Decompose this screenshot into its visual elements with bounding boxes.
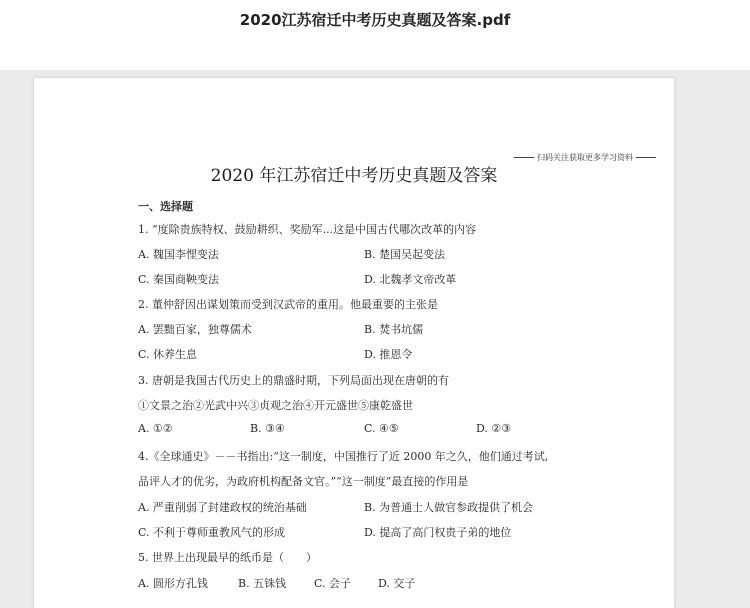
q3-option-d: D. ②③: [476, 422, 512, 435]
q3-option-c: C. ④⑤: [364, 422, 399, 435]
q5-option-d: D. 交子: [378, 577, 416, 590]
q2-option-d: D. 推恩令: [364, 348, 413, 361]
q2-option-b: B. 焚书坑儒: [364, 323, 424, 336]
q4-option-b: B. 为普通士人做官参政提供了机会: [364, 501, 534, 514]
question-3-stem: 3. 唐朝是我国古代历史上的鼎盛时期，下列局面出现在唐朝的有: [138, 374, 449, 387]
q1-option-a: A. 魏国李悝变法: [138, 248, 219, 261]
q4-option-a: A. 严重削弱了封建政权的统治基础: [138, 501, 307, 514]
q5-option-c: C. 会子: [314, 577, 352, 590]
file-title: 2020江苏宿迁中考历史真题及答案.pdf: [239, 11, 511, 29]
dash-icon: [636, 157, 656, 158]
q5-option-b: B. 五铢钱: [238, 577, 287, 590]
q3-option-a: A. ①②: [138, 422, 173, 435]
q4-option-c: C. 不利于尊师重教风气的形成: [138, 526, 286, 539]
section-heading: 一、选择题: [138, 200, 193, 213]
pdf-page: [34, 78, 674, 608]
q2-option-c: C. 休养生息: [138, 348, 198, 361]
question-4-stem-line-2: 品评人才的优劣，为政府机构配备文官。”“这一制度”最直接的作用是: [138, 475, 469, 488]
question-2-stem: 2. 董仲舒因出谋划策而受到汉武帝的重用。他最重要的主张是: [138, 298, 438, 311]
viewer-header: [0, 0, 750, 70]
q2-option-a: A. 罢黜百家，独尊儒术: [138, 323, 252, 336]
q1-option-c: C. 秦国商鞅变法: [138, 273, 220, 286]
scan-note-text: 扫码关注获取更多学习资料: [537, 153, 633, 162]
q1-option-b: B. 楚国吴起变法: [364, 248, 446, 261]
q4-option-d: D. 提高了高门权贵子弟的地位: [364, 526, 512, 539]
question-1-stem: 1. “度除贵族特权、鼓励耕织、奖励军...这是中国古代哪次改革的内容: [138, 223, 477, 236]
paper-title: 2020 年江苏宿迁中考历史真题及答案: [210, 166, 498, 186]
q5-option-a: A. 圆形方孔钱: [138, 577, 208, 590]
dash-icon: [514, 157, 534, 158]
q1-option-d: D. 北魏孝文帝改革: [364, 273, 457, 286]
q3-option-b: B. ③④: [250, 422, 285, 435]
question-5-stem: 5. 世界上出现最早的纸币是（ ）: [138, 551, 317, 564]
question-4-stem-line-1: 4.《全球通史》－－书指出:“这一制度，中国推行了近 2000 年之久，他们通过考试,: [138, 450, 549, 463]
question-3-items: ①文景之治②光武中兴③贞观之治④开元盛世⑤康乾盛世: [138, 399, 413, 412]
